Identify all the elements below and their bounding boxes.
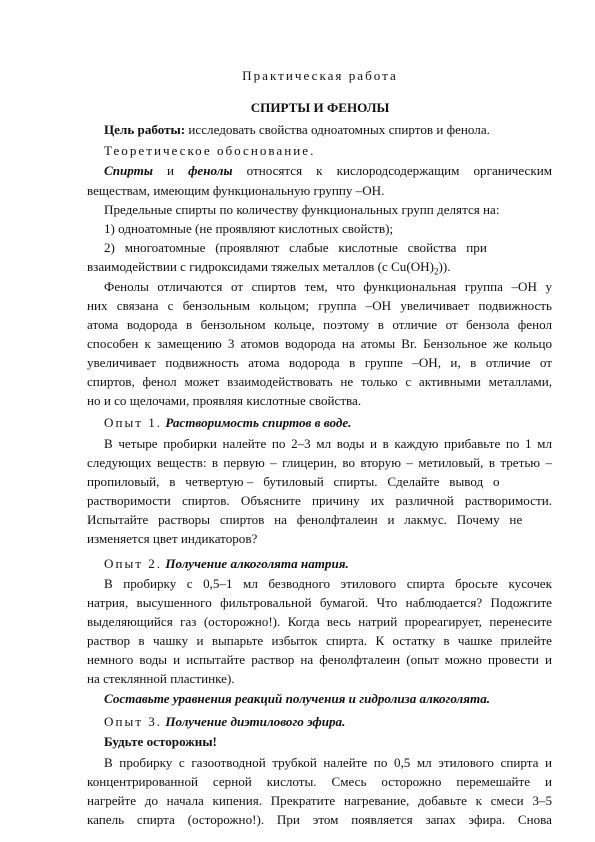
exp3-title: Получение диэтилового эфира. <box>165 714 346 729</box>
text-before-sub: взаимодействии с гидроксидами тяжелых металлов (с Cu(OH) <box>87 259 434 274</box>
exp2-line-2: натрия, высушенного фильтровальной бумагой. Что наблюдается? Подожгите <box>87 595 552 610</box>
exp2-line-3: выделяющийся газ (осторожно!). Когда весь натрий прореагирует, перенесите <box>87 614 552 629</box>
exp3-line-1: В пробирку с газоотводной трубкой налейте по 0,5 мл этилового спирта и <box>104 755 552 770</box>
exp2-title: Получение алкоголята натрия. <box>165 556 349 571</box>
list-item-polyhydric-line-1: 2) многоатомные (проявляют слабые кислотные свойства при <box>104 240 487 255</box>
goal-line <box>104 120 552 139</box>
theory-p3-line-2: них связана с бензольным кольцом; группа –ОН увеличивает подвижность <box>87 298 552 313</box>
exp1-label: Опыт 1. <box>104 415 163 430</box>
exp3-warning: Будьте осторожны! <box>104 734 217 749</box>
exp3-label: Опыт 3. <box>104 714 163 729</box>
text-rest: относятся к кислородсодержащим органическим <box>232 163 552 178</box>
subscript: 2 <box>433 266 439 276</box>
exp1-line-3: пропиловый, в четвертую – бутиловый спирты. Сделайте вывод о <box>87 474 500 489</box>
exp2-label: Опыт 2. <box>104 556 163 571</box>
text-after-sub: )). <box>438 259 451 274</box>
list-item-polyhydric-line-2 <box>87 257 552 276</box>
exp2-line-5: немного воды и испытайте раствор на фенолфталеин (опыт можно провести и <box>87 652 552 667</box>
exp1-line-1: В четыре пробирки налейте по 2–3 мл воды и в каждую прибавьте по 1 мл <box>104 436 552 451</box>
exp1-line-5: Испытайте растворы спиртов на фенолфталеин и лакмус. Почему не <box>87 512 523 527</box>
exp1-line-2: следующих веществ: в первую – глицерин, во вторую – метиловый, в третью – <box>87 455 552 470</box>
page-title: СПИРТЫ И ФЕНОЛЫ <box>250 100 390 115</box>
exp3-line-4: капель спирта (осторожно!). При этом появляется запах эфира. Снова <box>87 812 552 827</box>
theory-paragraph-1-line-2: веществам, имеющим функциональную группу –ОН. <box>87 183 385 198</box>
goal-text: исследовать свойства одноатомных спиртов и фенола. <box>185 122 490 137</box>
list-item-monohydric: 1) одноатомные (не проявляют кислотных свойств); <box>104 221 394 236</box>
exp2-task: Составьте уравнения реакций получения и гидролиза алкоголята. <box>104 691 491 706</box>
theory-heading: Теоретическое обоснование. <box>104 143 316 158</box>
theory-p3-line-1: Фенолы отличаются от спиртов тем, что функциональная группа –ОН у <box>104 279 552 294</box>
goal-label: Цель работы: <box>104 122 186 137</box>
exp1-heading <box>104 413 552 432</box>
exp3-line-3: нагрейте до начала кипения. Прекратите нагревание, добавьте к смеси 3–5 <box>87 793 552 808</box>
exp2-line-1: В пробирку с 0,5–1 мл безводного этилового спирта бросьте кусочек <box>104 576 552 591</box>
exp2-heading <box>104 554 552 573</box>
exp1-title: Растворимость спиртов в воде. <box>165 415 352 430</box>
exp1-line-6: изменяется цвет индикаторов? <box>87 531 258 546</box>
exp1-line-4: растворимости спиртов. Объясните причину их различной растворимости. <box>87 493 552 508</box>
theory-paragraph-2-line-1: Предельные спирты по количеству функциональных групп делятся на: <box>104 202 500 217</box>
text-and: и <box>152 163 189 178</box>
term-phenols: фенолы <box>188 163 233 178</box>
theory-p3-line-7: но и со щелочами, проявляя кислотные свойства. <box>87 393 362 408</box>
exp3-heading <box>104 712 552 731</box>
exp2-line-4: раствор в чашку и выпарьте избыток спирта. К остатку в чашке прилейте <box>87 633 552 648</box>
theory-p3-line-6: спиртов, фенол может взаимодействовать не только с активными металлами, <box>87 374 552 389</box>
theory-paragraph-1-line-1 <box>104 161 552 180</box>
practical-work-heading: Практическая работа <box>242 68 398 83</box>
exp2-line-6: на стеклянной пластинке). <box>87 671 235 686</box>
theory-p3-line-4: способен к замещению 3 атомов водорода на атомы Br. Бензольное же кольцо <box>87 336 552 351</box>
theory-p3-line-3: атома водорода в бензольном кольце, поэтому в отличие от бензола фенол <box>87 317 552 332</box>
theory-p3-line-5: увеличивает подвижность атома водорода в группе –ОН, и, в отличие от <box>87 355 552 370</box>
term-alcohols: Спирты <box>104 163 153 178</box>
exp3-line-2: концентрированной серной кислоты. Смесь осторожно перемешайте и <box>87 774 552 789</box>
